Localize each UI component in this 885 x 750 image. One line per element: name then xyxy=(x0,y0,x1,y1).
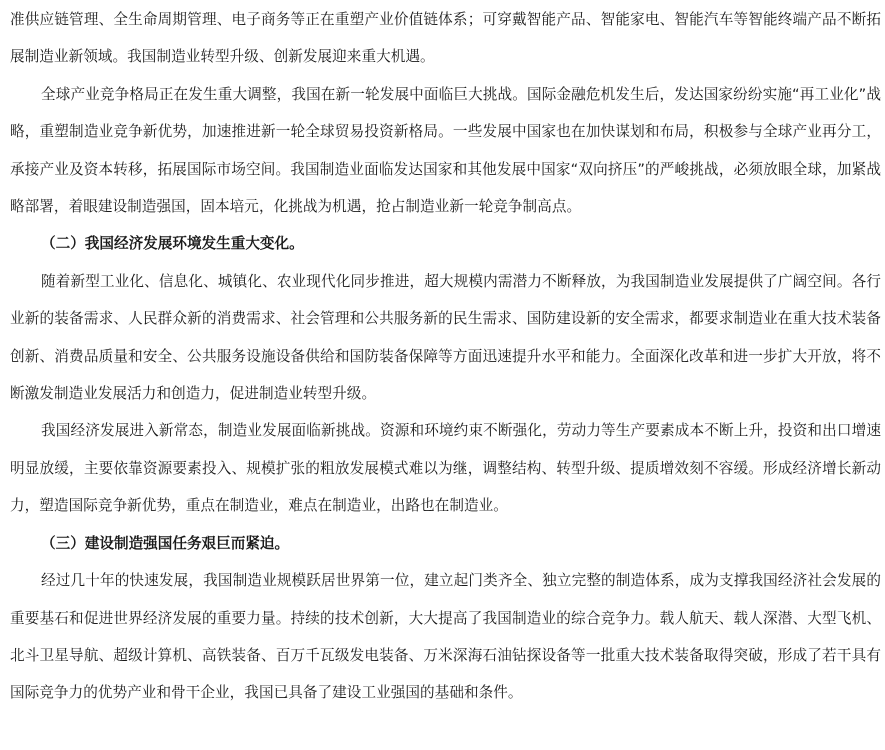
section-heading-manufacturing-power: （三）建设制造强国任务艰巨而紧迫。 xyxy=(41,534,290,552)
section-heading-economic-environment: （二）我国经济发展环境发生重大变化。 xyxy=(41,235,304,253)
paragraph-new-normal: 我国经济发展进入新常态，制造业发展面临新挑战。资源和环境约束不断强化，劳动力等生产要素成本不断上升，投资和出口增速明显放缓，主要依靠资源要素投入、规模扩张的粗放发展模式难以为继，调整结构、转型升级、提质增效刻不容缓。形成经济增长新动力，塑造国际竞争新优势，重点在制造业，难点在制造业，出路也在制造业。 xyxy=(10,422,881,515)
paragraph-global-competition: 全球产业竞争格局正在发生重大调整，我国在新一轮发展中面临巨大挑战。国际金融危机发生后，发达国家纷纷实施“再工业化”战略，重塑制造业竞争新优势，加速推进新一轮全球贸易投资新格局。一些发展中国家也在加快谋划和布局，积极参与全球产业再分工，承接产业及资本转移，拓展国际市场空间。我国制造业面临发达国家和其他发展中国家“双向挤压”的严峻挑战，必须放眼全球，加紧战略部署，着眼建设制造强国，固本培元，化挑战为机遇，抢占制造业新一轮竞争制高点。 xyxy=(10,85,881,216)
paragraph-manufacturing-scale: 经过几十年的快速发展，我国制造业规模跃居世界第一位，建立起门类齐全、独立完整的制造体系，成为支撑我国经济社会发展的重要基石和促进世界经济发展的重要力量。持续的技术创新，大大提高了我国制造业的综合竞争力。载人航天、载人深潜、大型飞机、北斗卫星导航、超级计算机、高铁装备、百万千瓦级发电装备、万米深海石油钻探设备等一批重大技术装备取得突破，形成了若干具有国际竞争力的优势产业和骨干企业，我国已具备了建设工业强国的基础和条件。 xyxy=(10,572,881,702)
paragraph-continuation: 准供应链管理、全生命周期管理、电子商务等正在重塑产业价值链体系；可穿戴智能产品、智能家电、智能汽车等智能终端产品不断拓展制造业新领域。我国制造业转型升级、创新发展迎来重大机遇。 xyxy=(10,11,881,66)
paragraph-domestic-demand: 随着新型工业化、信息化、城镇化、农业现代化同步推进，超大规模内需潜力不断释放，为我国制造业发展提供了广阔空间。各行业新的装备需求、人民群众新的消费需求、社会管理和公共服务新的民生需求、国防建设新的安全需求，都要求制造业在重大技术装备创新、消费品质量和安全、公共服务设施设备供给和国防装备保障等方面迅速提升水平和能力。全面深化改革和进一步扩大开放，将不断激发制造业发展活力和创造力，促进制造业转型升级。 xyxy=(10,272,881,403)
